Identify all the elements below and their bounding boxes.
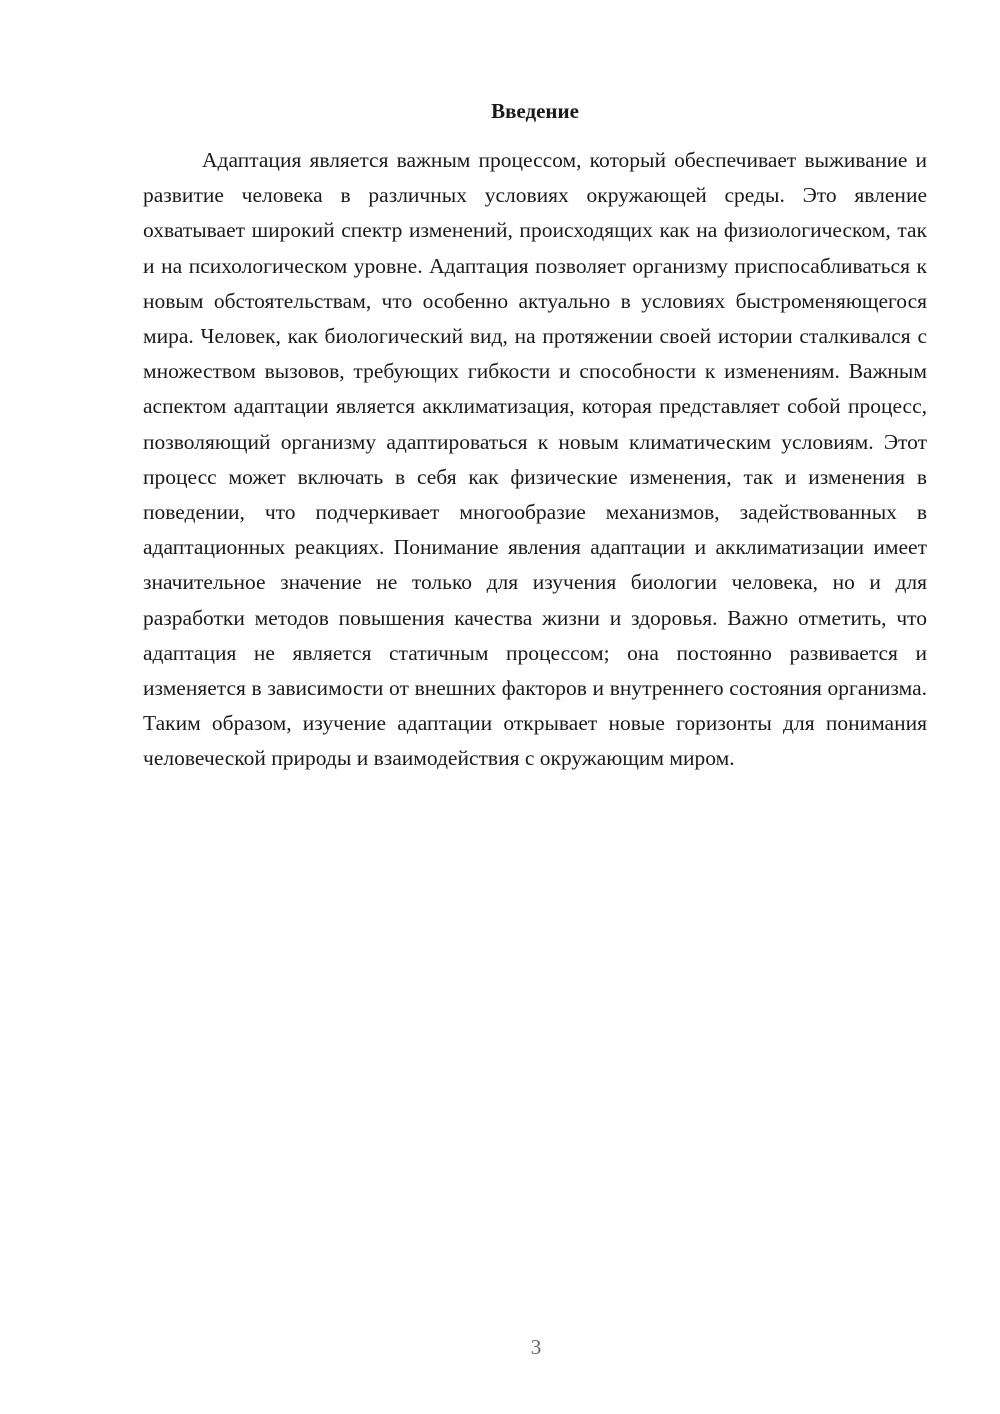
- page-number: 3: [530, 1335, 542, 1359]
- body-paragraph: Адаптация является важным процессом, который обеспечивает выживание и развитие человека в различных условиях окружающей среды. Это явление охватывает широкий спектр изменений, происходящих как на физиологическом, так и на психологическом уровне. Адаптация позволяет организму приспосабливаться к новым обстоятельствам, что особенно актуально в условиях быстроменяющегося мира. Человек, как биологический вид, на протяжении своей истории сталкивался с множеством вызовов, требующих гибкости и способности к изменениям. Важным аспектом адаптации является акклиматизация, которая представляет собой процесс, позволяющий организму адаптироваться к новым климатическим условиям. Этот процесс может включать в себя как физические изменения, так и изменения в поведении, что подчеркивает многообразие механизмов, задействованных в адаптационных реакциях. Понимание явления адаптации и акклиматизации имеет значительное значение не только для изучения биологии человека, но и для разработки методов повышения качества жизни и здоровья. Важно отметить, что адаптация не является статичным процессом; она постоянно развивается и изменяется в зависимости от внешних факторов и внутреннего состояния организма. Таким образом, изучение адаптации открывает новые горизонты для понимания человеческой природы и взаимодействия с окружающим миром.: [143, 148, 927, 771]
- section-heading: Введение: [491, 99, 579, 123]
